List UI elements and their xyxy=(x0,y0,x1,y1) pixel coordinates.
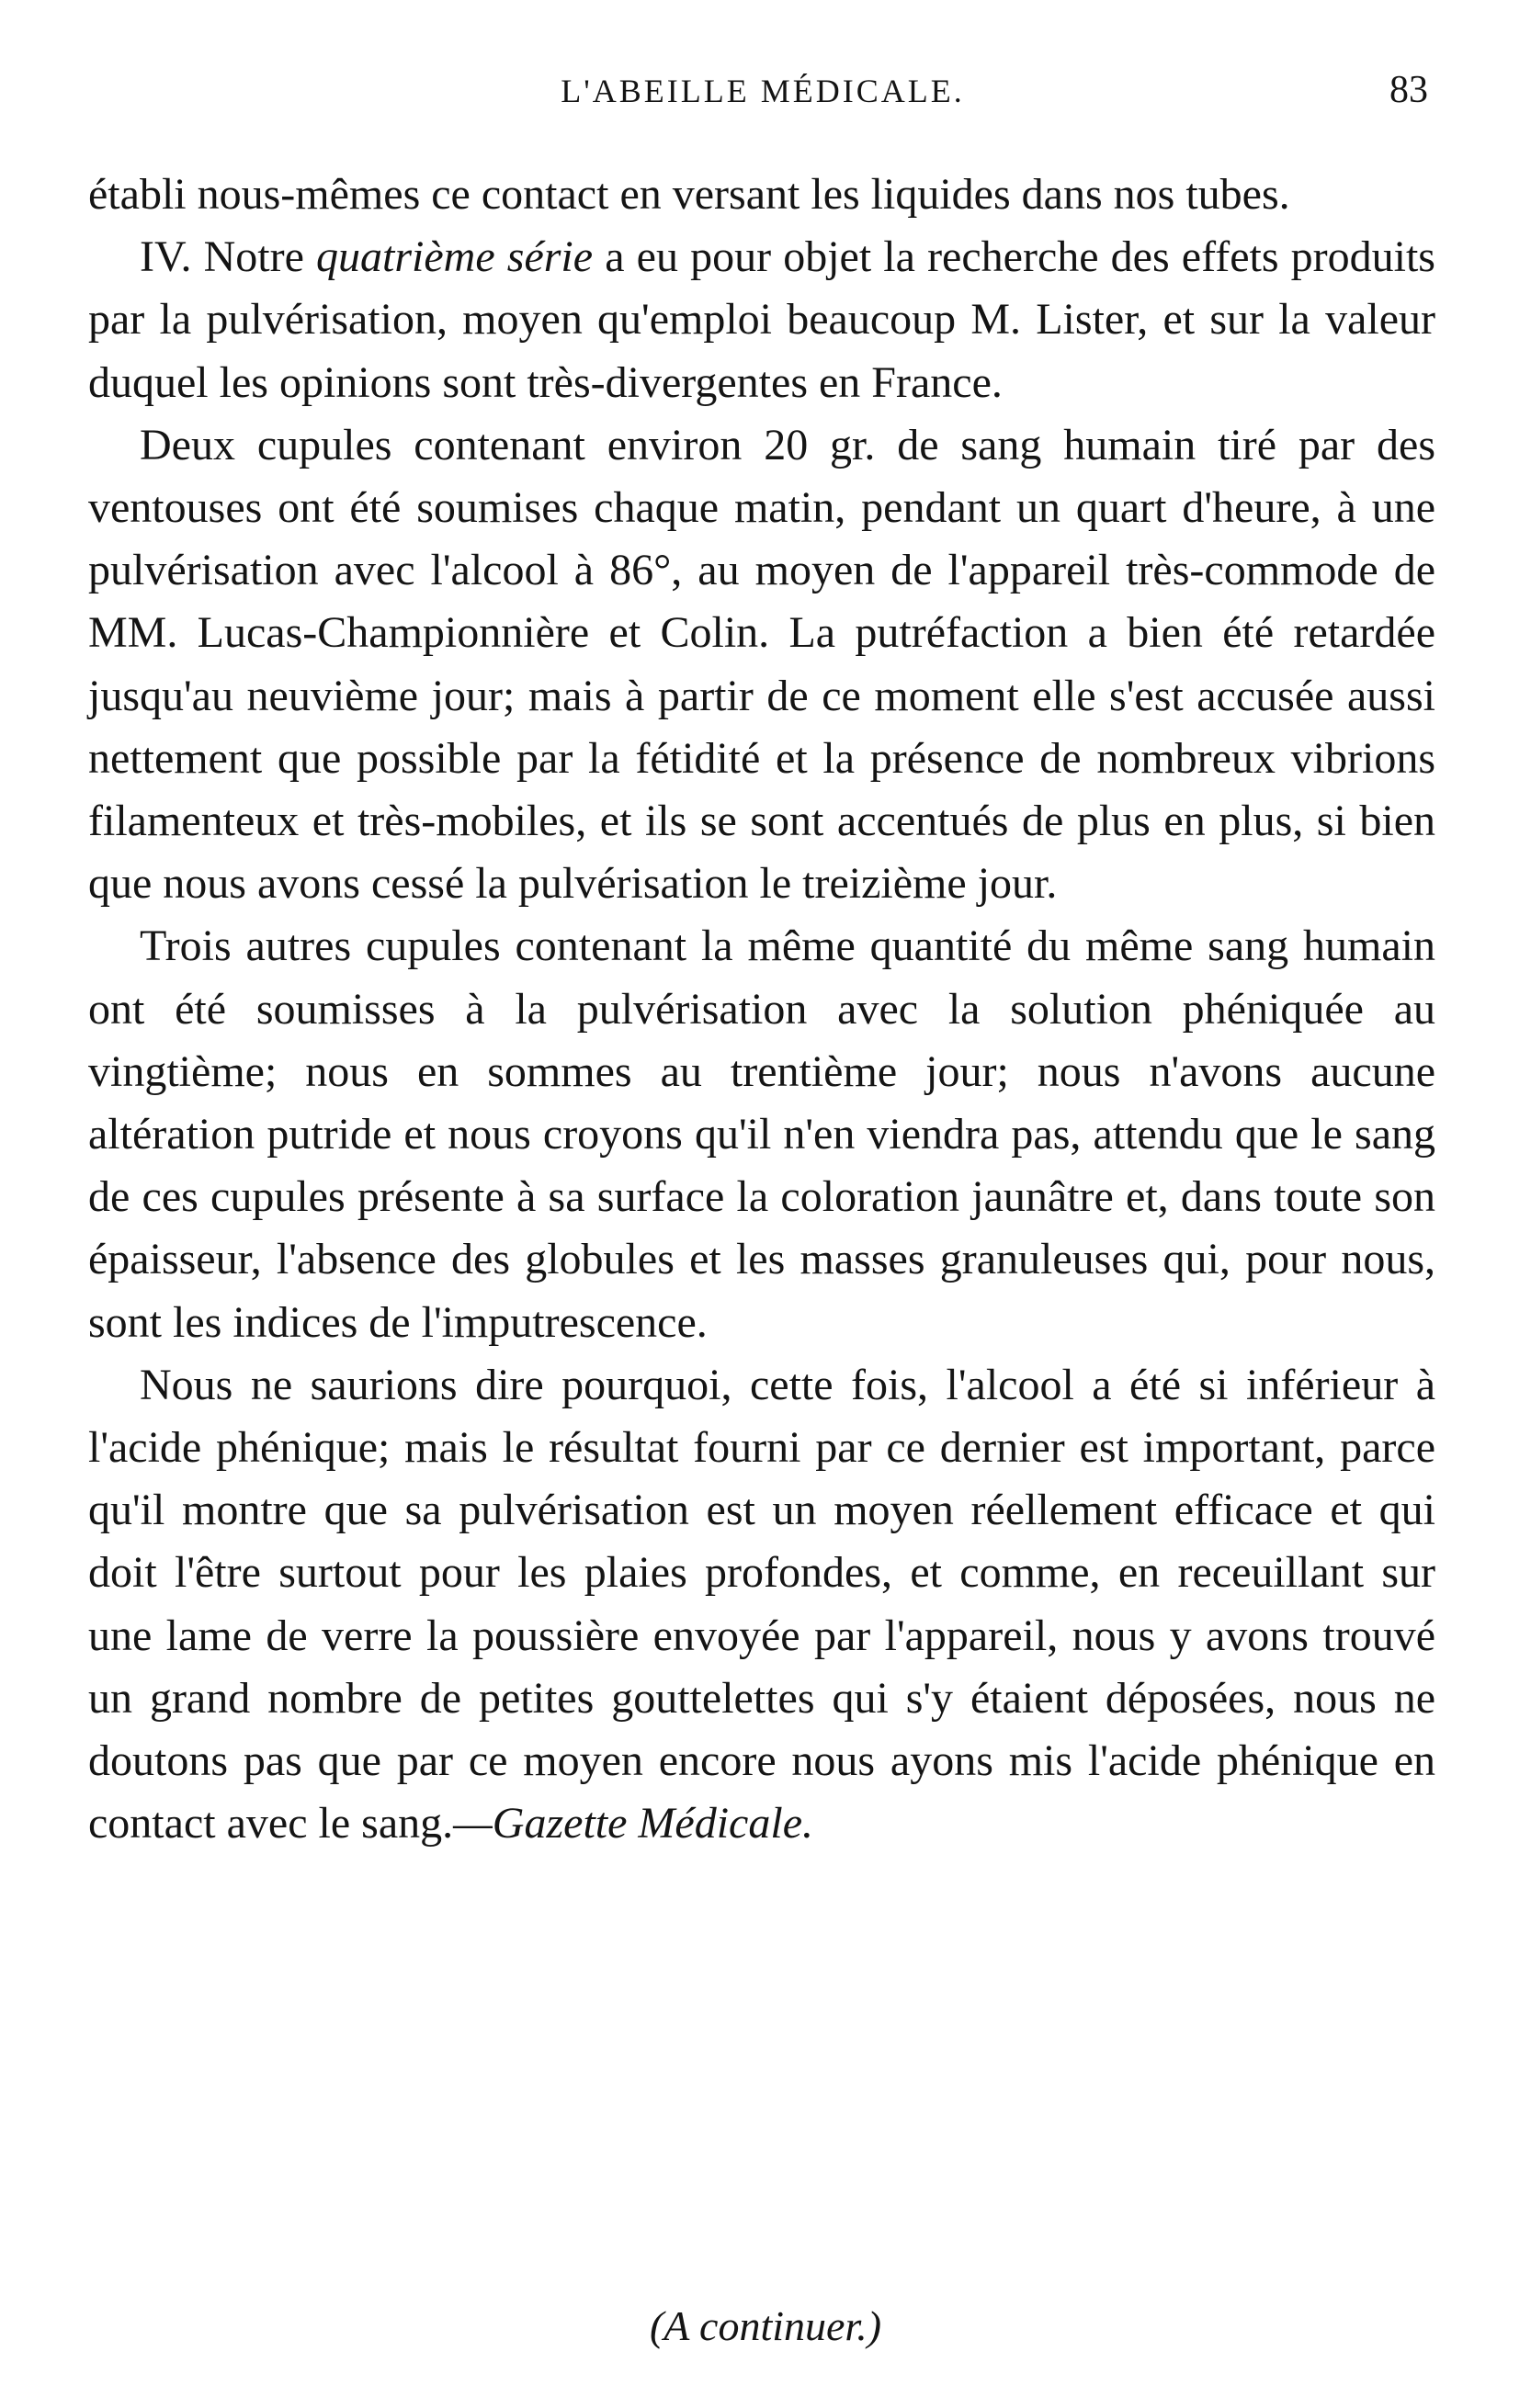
continued-note: (A continuer.) xyxy=(649,2302,882,2349)
section-numeral: IV. xyxy=(140,232,192,282)
paragraph-2 xyxy=(88,226,1435,414)
running-title: L'ABEILLE MÉDICALE. xyxy=(561,73,965,109)
source-signature: —Gazette Médicale. xyxy=(453,1799,813,1848)
body-text xyxy=(88,164,1435,1855)
paragraph-2-lead: Notre xyxy=(191,232,317,282)
paragraph-4: Trois autres cupules contenant la même quantité du même sang humain ont été soumisses à la pulvérisation avec la solution phéniquée au vingtième; nous en sommes au trentième jour; nous n'avons aucune altération putride et nous croyons qu'il n'en viendra pas, attendu que le sang de ces cupules présente à sa surface la coloration jaunâtre et, dans toute son épaisseur, l'absence des globules et les masses granuleuses qui, pour nous, sont les indices de l'imputrescence. xyxy=(88,921,1435,1347)
page-number: 83 xyxy=(1389,69,1428,111)
series-emphasis: quatrième série xyxy=(316,232,594,282)
paragraph-5-body: Nous ne saurions dire pourquoi, cette fois, l'alcool a été si inférieur à l'acide phénique; mais le résultat fourni par ce dernier est important, parce qu'il montre que sa pulvérisation est un moyen réellement efficace et qui doit l'être surtout pour les plaies profondes, et comme, en receuillant sur une lame de verre la poussière envoyée par l'appareil, nous y avons trouvé un grand nombre de petites gouttelettes qui s'y étaient déposées, nous ne doutons pas que par ce moyen encore nous ayons mis l'acide phénique en contact avec le sang. xyxy=(88,1360,1435,1848)
page-header xyxy=(92,69,1434,127)
paragraph-5 xyxy=(88,1354,1435,1856)
paragraph-2-body: a eu pour objet la recherche des effets produits par la pulvérisation, moyen qu'emploi beaucoup M. Lister, et sur la valeur duquel les opinions sont très-divergentes en France. xyxy=(88,232,1435,407)
paragraph-3: Deux cupules contenant environ 20 gr. de sang humain tiré par des ventouses ont été soumises chaque matin, pendant un quart d'heure, à une pulvérisation avec l'alcool à 86°, au moyen de l'appareil très-commode de MM. Lucas-Championnière et Colin. La putréfaction a bien été retardée jusqu'au neuvième jour; mais à partir de ce moment elle s'est accusée aussi nettement que possible par la fétidité et la présence de nombreux vibrions filamenteux et très-mobiles, et ils se sont accentués de plus en plus, si bien que nous avons cessé la pulvérisation le treizième jour. xyxy=(88,420,1435,909)
paragraph-1: établi nous-mêmes ce contact en versant les liquides dans nos tubes. xyxy=(88,170,1290,219)
